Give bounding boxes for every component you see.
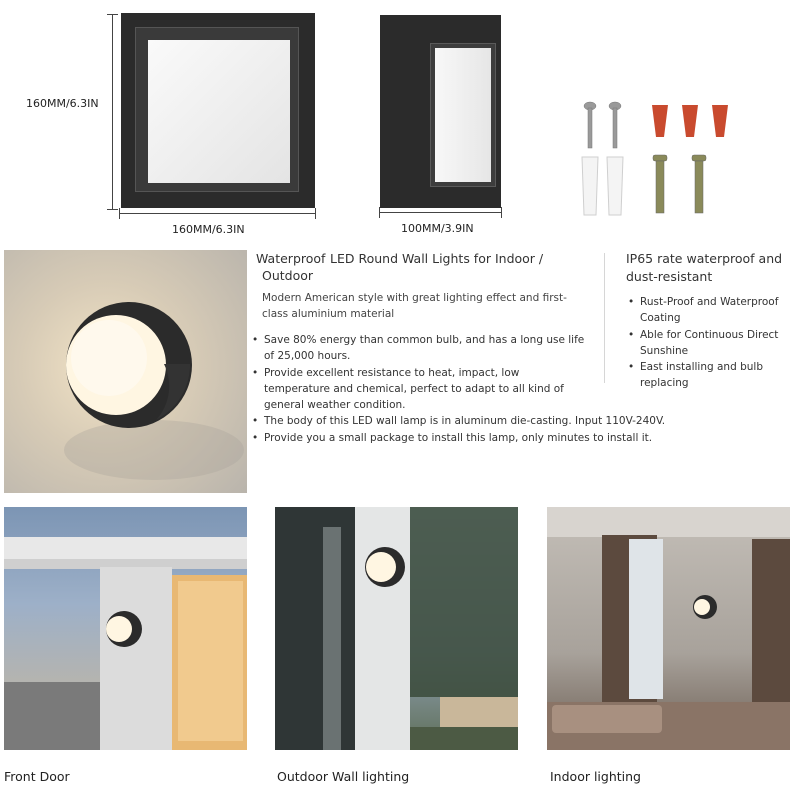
dimension-tick (119, 208, 120, 219)
accessories-image (560, 95, 760, 225)
list-item: • Provide you a small package to install this lamp, only minutes to install it. (250, 430, 684, 446)
title-part-main: LED Round Wall Lights for Indoor / (330, 251, 544, 266)
depth-dimension-line (379, 212, 502, 213)
features-heading: IP65 rate waterproof and dust-resistant (626, 251, 783, 284)
title-part-waterproof: Waterproof (256, 251, 326, 266)
dimension-tick (315, 208, 316, 219)
caption-indoor: Indoor lighting (550, 769, 641, 784)
title-part-outdoor: Outdoor (262, 268, 314, 283)
dimension-tick (501, 207, 502, 218)
feature-bullet-list (250, 332, 666, 446)
depth-label: 100MM/3.9IN (401, 222, 474, 235)
list-item: • Provide excellent resistance to heat, impact, low temperature and chemical, perfect to adapt to all kind of general weather condition. (250, 365, 586, 414)
screw-icon (584, 102, 621, 148)
caption-front-door: Front Door (4, 769, 70, 784)
wire-connector-icon (652, 105, 728, 137)
features-panel (626, 250, 796, 392)
dimension-tick (379, 207, 380, 218)
list-item: • East installing and bulb replacing (626, 359, 796, 392)
list-item: • Rust-Proof and Waterproof Coating (626, 294, 796, 327)
list-item: • Able for Continuous Direct Sunshine (626, 327, 796, 360)
front-view-drawing (0, 0, 340, 240)
dimension-tick (107, 209, 118, 210)
list-item: • Save 80% energy than common bulb, and has a long use life of 25,000 hours. (250, 332, 586, 365)
side-lamp-image (380, 15, 501, 208)
height-label: 160MM/6.3IN (26, 97, 99, 110)
side-view-drawing (370, 0, 510, 240)
front-lamp-image (121, 13, 315, 208)
indoor-photo (547, 507, 790, 750)
divider-line (604, 253, 605, 383)
caption-outdoor-wall: Outdoor Wall lighting (277, 769, 410, 784)
lamp-product-photo (4, 250, 247, 493)
front-door-photo (4, 507, 247, 750)
width-label: 160MM/6.3IN (172, 223, 245, 236)
width-dimension-line (119, 213, 316, 214)
product-subtitle: Modern American style with great lighting effect and first-class aluminium material (262, 292, 567, 320)
outdoor-wall-photo (275, 507, 518, 750)
dimension-tick (107, 14, 118, 15)
wall-plug-icon (582, 157, 623, 215)
height-dimension-line (112, 14, 113, 210)
features-list (626, 294, 796, 392)
bolt-icon (653, 155, 706, 213)
list-item: • The body of this LED wall lamp is in aluminum die-casting. Input 110V-240V. (250, 413, 684, 429)
